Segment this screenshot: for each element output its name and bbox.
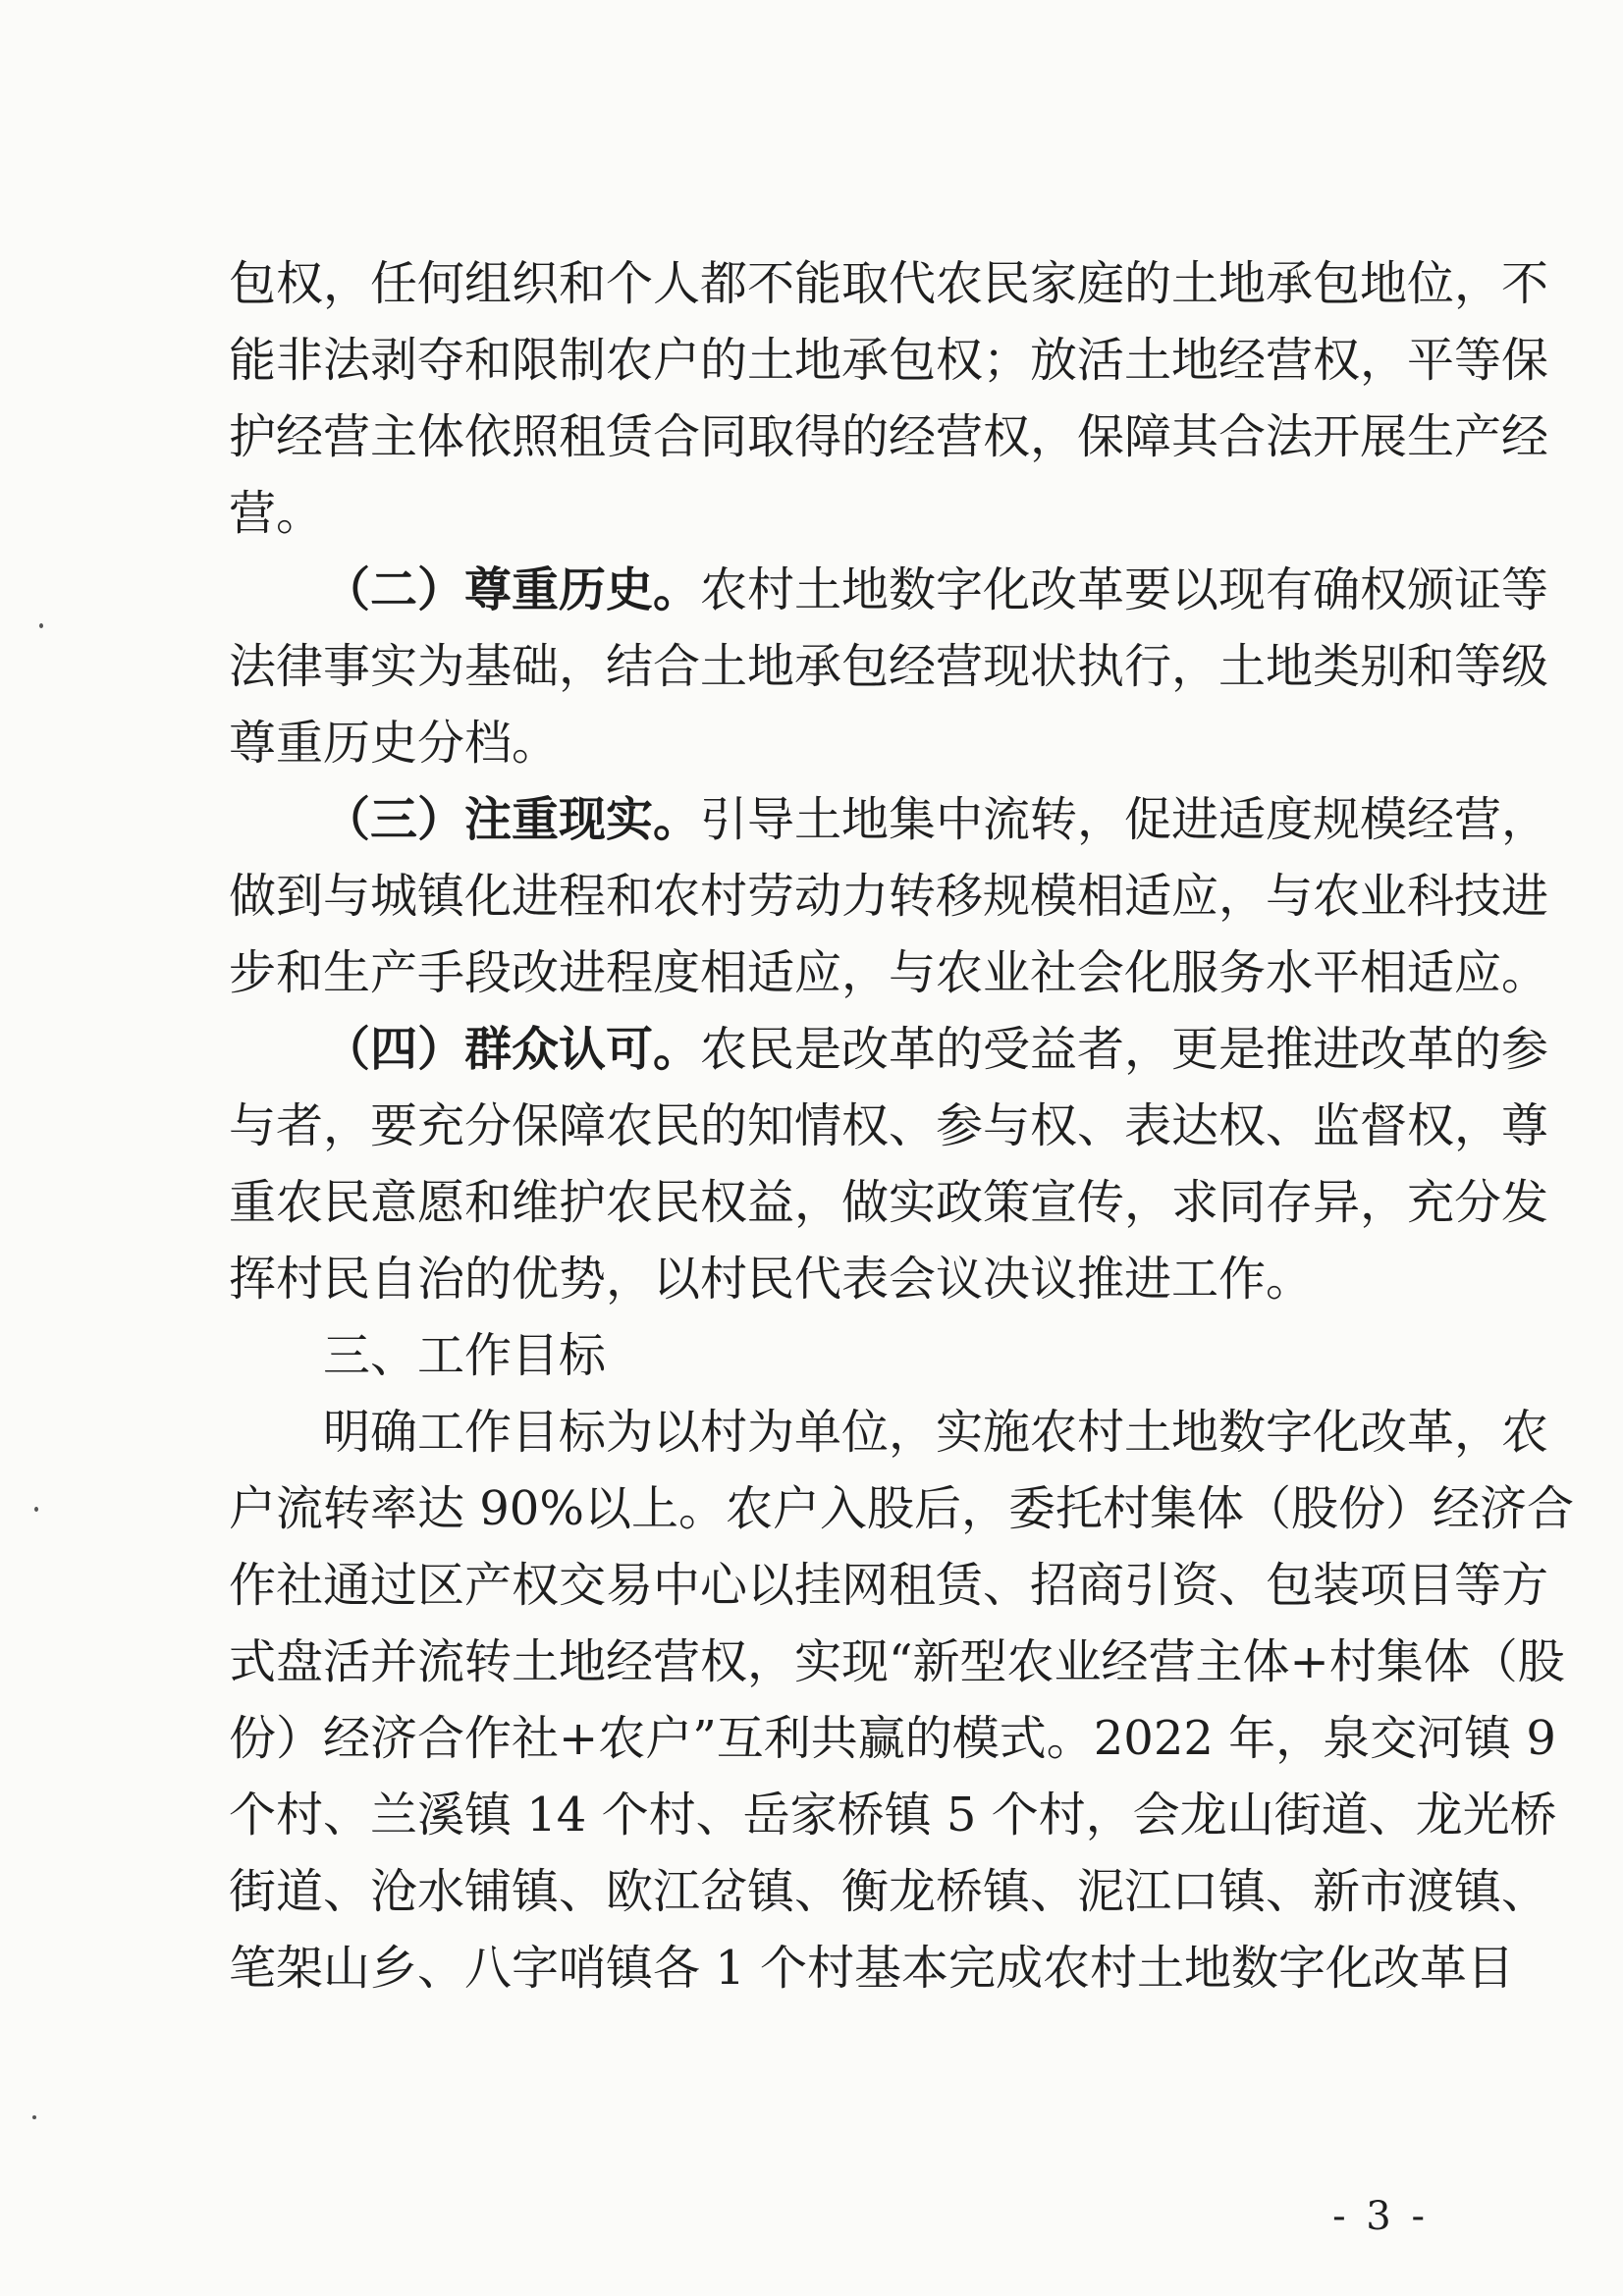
text-span: 农村土地数字化改革要以现有确权颁证等 — [700, 562, 1549, 617]
text-line: 挥村民自治的优势，以村民代表会议决议推进工作。 — [229, 1252, 1314, 1307]
text-line: 重农民意愿和维护农民权益，做实政策宣传，求同存异，充分发 — [229, 1175, 1549, 1230]
text-line: 护经营主体依照租赁合同取得的经营权，保障其合法开展生产经 — [229, 409, 1549, 464]
paragraph-line — [229, 781, 1549, 858]
text-line: 街道、沧水铺镇、欧江岔镇、衡龙桥镇、泥江口镇、新市渡镇、 — [229, 1864, 1549, 1919]
subsection-heading: （三）注重现实。 — [323, 792, 701, 847]
subsection-heading: （四）群众认可。 — [323, 1022, 701, 1077]
text-line: 营。 — [229, 486, 324, 541]
text-line: 尊重历史分档。 — [229, 716, 560, 771]
text-span: 农民是改革的受益者，更是推进改革的参 — [700, 1022, 1549, 1077]
page-number: - 3 - — [1332, 2194, 1429, 2239]
body-text — [229, 245, 1574, 2006]
text-line: 能非法剥夺和限制农户的土地承包权；放活土地经营权，平等保 — [229, 333, 1549, 388]
paragraph-line — [229, 1011, 1549, 1088]
text-line: 与者，要充分保障农民的知情权、参与权、表达权、监督权，尊 — [229, 1098, 1549, 1153]
text-line: 户流转率达 90%以上。农户入股后，委托村集体（股份）经济合 — [229, 1481, 1574, 1536]
text-line: 法律事实为基础，结合土地承包经营现状执行，土地类别和等级 — [229, 639, 1549, 694]
text-line: 步和生产手段改进程度相适应，与农业社会化服务水平相适应。 — [229, 945, 1549, 1000]
text-span: 引导土地集中流转，促进适度规模经营， — [700, 792, 1549, 847]
scan-speck — [32, 2115, 36, 2119]
text-line: 式盘活并流转土地经营权，实现“新型农业经营主体+村集体（股 — [229, 1634, 1565, 1689]
text-line: 明确工作目标为以村为单位，实施农村土地数字化改革，农 — [323, 1405, 1549, 1460]
scan-speck — [39, 623, 43, 628]
paragraph-line — [229, 552, 1549, 628]
text-line: 做到与城镇化进程和农村劳动力转移规模相适应，与农业科技进 — [229, 869, 1549, 924]
subsection-heading: （二）尊重历史。 — [323, 562, 701, 617]
text-line: 份）经济合作社+农户”互利共赢的模式。2022 年，泉交河镇 9 — [229, 1711, 1556, 1766]
text-line: 包权，任何组织和个人都不能取代农民家庭的土地承包地位，不 — [229, 256, 1549, 311]
text-line: 作社通过区产权交易中心以挂网租赁、招商引资、包装项目等方 — [229, 1558, 1549, 1613]
scan-speck — [34, 1507, 38, 1512]
text-line: 笔架山乡、八字哨镇各 1 个村基本完成农村土地数字化改革目 — [229, 1941, 1515, 1996]
section-heading: 三、工作目标 — [323, 1328, 607, 1383]
text-line: 个村、兰溪镇 14 个村、岳家桥镇 5 个村，会龙山街道、龙光桥 — [229, 1788, 1557, 1842]
